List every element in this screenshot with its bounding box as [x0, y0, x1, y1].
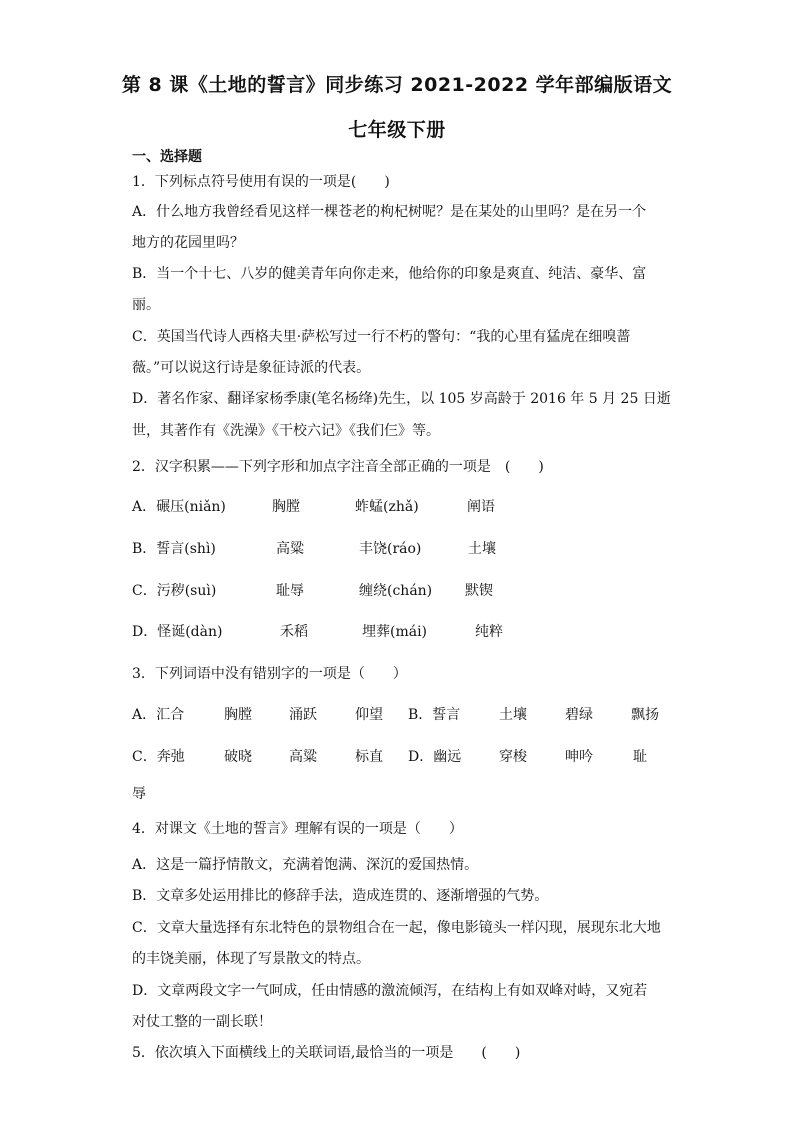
question-1-option-b-cont: 丽。	[132, 297, 160, 313]
question-4-option-b: B．文章多处运用排比的修辞手法，造成连贯的、逐渐增强的气势。	[132, 888, 549, 904]
question-4-stem: 4．对课文《土地的誓言》理解有误的一项是（ ）	[132, 821, 463, 837]
question-3-row2-word2: 破晓	[224, 749, 252, 765]
question-2-option-b-word4: 土壤	[468, 541, 496, 557]
question-2-option-a-word1: A．碾压(niǎn)	[132, 499, 226, 515]
question-4-option-a: A．这是一篇抒情散文，充满着饱满、深沉的爱国热情。	[132, 857, 479, 873]
document-title-line2: 七年级下册	[348, 119, 446, 141]
question-3-row2-word8: 耻	[633, 749, 647, 765]
question-2-option-c-word3: 缠绕(chán)	[359, 583, 433, 599]
question-1-option-d: D．著名作家、翻译家杨季康(笔名杨绛)先生，以 105 岁高龄于 2016 年 5 月 25 日逝	[132, 391, 671, 407]
question-3-row2-word1: C．奔弛	[132, 749, 185, 765]
section-heading: 一、选择题	[132, 149, 202, 165]
question-4-option-c-cont: 的丰饶美丽，体现了写景散文的特点。	[132, 951, 370, 967]
question-3-row1-word4: 仰望	[355, 707, 383, 723]
document-title-line1: 第 8 课《土地的誓言》同步练习 2021-2022 学年部编版语文	[121, 74, 673, 96]
question-3-stem: 3．下列词语中没有错别字的一项是（ ）	[132, 666, 407, 682]
question-2-option-d-word3: 埋葬(mái)	[362, 624, 428, 640]
question-2-option-a-word4: 阐语	[467, 499, 495, 515]
question-2-option-d-word2: 禾稻	[280, 624, 308, 640]
question-2-option-b-word1: B．誓言(shì)	[132, 541, 216, 557]
question-1-option-c-cont: 薇。”可以说这行诗是象征诗派的代表。	[132, 360, 371, 376]
question-1-option-a-cont: 地方的花园里吗？	[132, 235, 244, 251]
question-3-row2-word7: 呻吟	[565, 749, 593, 765]
question-2-option-b-word2: 高粱	[276, 541, 304, 557]
question-3-row2-word4: 标直	[355, 749, 383, 765]
question-2-option-a-word2: 胸膛	[272, 499, 300, 515]
question-1-option-a: A．什么地方我曾经看见这样一棵苍老的枸杞树呢？是在某处的山里吗？是在另一个	[132, 204, 647, 220]
question-2-stem: 2．汉字积累——下列字形和加点字注音全部正确的一项是 ( )	[132, 459, 544, 475]
question-3-row1-word2: 胸膛	[224, 707, 252, 723]
question-3-row1-word3: 涌跃	[289, 707, 317, 723]
question-3-row1-word8: 飘扬	[631, 707, 659, 723]
question-3-row2-word5: D．幽远	[408, 749, 462, 765]
question-4-option-d: D．文章两段文字一气呵成，任由情感的激流倾泻，在结构上有如双峰对峙，又宛若	[132, 983, 648, 999]
question-2-option-d-word1: D．怪诞(dàn)	[132, 624, 223, 640]
question-1-option-b: B．当一个十七、八岁的健美青年向你走来，他给你的印象是爽直、纯洁、豪华、富	[132, 266, 647, 282]
question-1-option-d-cont: 世，其著作有《洗澡》《干校六记》《我们仨》等。	[132, 423, 440, 439]
question-3-row2-wrap: 辱	[132, 786, 146, 802]
question-4-option-d-cont: 对仗工整的一副长联！	[132, 1014, 272, 1030]
question-2-option-b-word3: 丰饶(ráo)	[359, 541, 422, 557]
question-3-row2-word3: 高粱	[289, 749, 317, 765]
question-2-option-c-word1: C．污秽(suì)	[132, 583, 217, 599]
question-3-row1-word5: B．誓言	[408, 707, 461, 723]
question-3-row1-word1: A．汇合	[132, 707, 185, 723]
question-3-row1-word6: 土壤	[499, 707, 527, 723]
question-5-stem: 5．依次填入下面横线上的关联词语,最恰当的一项是 ( )	[132, 1045, 521, 1061]
question-2-option-c-word2: 耻辱	[276, 583, 304, 599]
question-1-option-c: C．英国当代诗人西格夫里·萨松写过一行不朽的警句：“我的心里有猛虎在细嗅蔷	[132, 329, 631, 345]
question-2-option-d-word4: 纯粹	[475, 624, 503, 640]
question-3-row1-word7: 碧绿	[565, 707, 593, 723]
question-2-option-c-word4: 默锲	[465, 583, 493, 599]
question-3-row2-word6: 穿梭	[499, 749, 527, 765]
question-4-option-c: C．文章大量选择有东北特色的景物组合在一起，像电影镜头一样闪现，展现东北大地	[132, 920, 661, 936]
question-1-stem: 1．下列标点符号使用有误的一项是( )	[132, 174, 390, 190]
question-2-option-a-word3: 蚱蜢(zhǎ)	[355, 499, 419, 515]
